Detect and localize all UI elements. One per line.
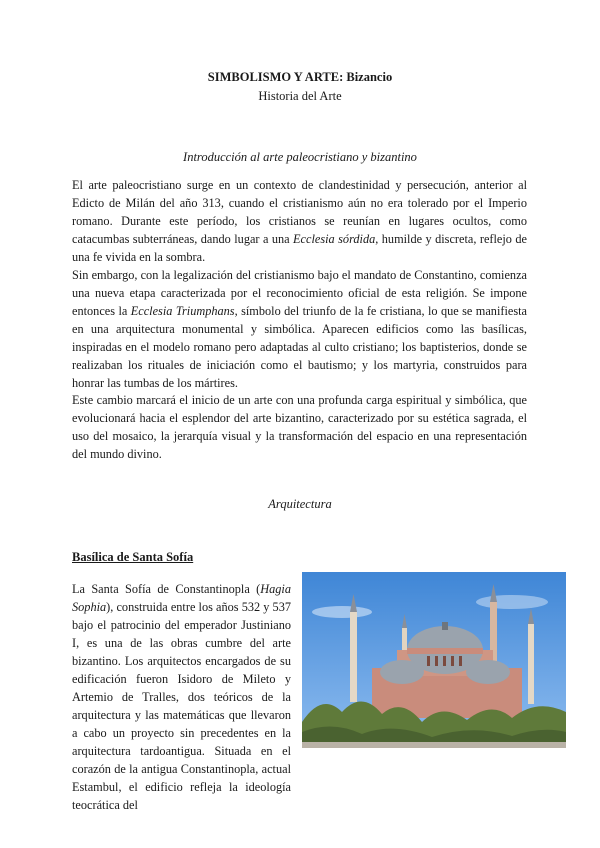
intro-paragraph-2-text-a: Sin embargo, con la legalización del cristianismo bajo el mandato de Constantino, comienza una nueva etapa caracterizada por el reconocimiento oficial de esta religión. Se impone entonces la (72, 268, 527, 318)
intro-paragraph-2-text-b: , símbolo del triunfo de la fe cristiana, lo que se manifiesta en una arquitectura monumental y simbólica. Aparecen edificios como las basílicas, inspiradas en el modelo romano pero adaptadas al culto cristiano; los baptisterios, donde se realizaban los rituales de iniciación como el bautismo; y los martyria, construidos para honrar las tumbas de los mártires. (72, 304, 528, 390)
intro-paragraph-1-text-b: , humilde y discreta, reflejo de una fe vivida en la sombra. (72, 232, 527, 264)
intro-paragraph-1 (72, 176, 527, 266)
architecture-heading: Arquitectura (268, 497, 332, 511)
intro-paragraph-3: Este cambio marcará el inicio de un arte con una profunda carga espiritual y simbólica, que evolucionará hacia el esplendor del arte bizantino, caracterizado por su estética sagrada, el uso del mosaico, la jerarquía visual y la transformación del espacio en una representación del mundo divino. (72, 393, 527, 461)
basilica-title: Basílica de Santa Sofía (72, 550, 194, 564)
intro-paragraph-1-italic: Ecclesia sórdida (293, 232, 376, 246)
intro-paragraph-2-italic: Ecclesia Triumphans (130, 304, 235, 318)
basilica-text-a: La Santa Sofía de Constantinopla ( (72, 582, 261, 596)
basilica-text-b: ), construida entre los años 532 y 537 bajo el patrocinio del emperador Justiniano I, es una de las obras cumbre del arte bizantino. Los arquitectos encargados de su edificación fueron Isidoro de Mileto y Artemio de Tralles, dos teóricos de la arquitectura y las matemáticas que llevaron a cabo un proyecto sin precedentes en la arquitectura tardoantigua. Situada en el corazón de la antigua Constantinopla, actual Estambul, el edificio refleja la ideología teocrática del (72, 600, 291, 812)
intro-paragraph-1-text-a: El arte paleocristiano surge en un contexto de clandestinidad y persecución, anterior al Edicto de Milán del año 313, cuando el cristianismo aún no era tolerado por el Imperio romano. Durante este período, los cristianos se reunían en lugares ocultos, como catacumbas subterráneas, dando lugar a una (72, 178, 527, 246)
document-title: SIMBOLISMO Y ARTE: Bizancio (207, 70, 393, 84)
hagia-sophia-photo (302, 572, 566, 748)
basilica-italic: Hagia Sophia (72, 582, 291, 614)
document-subtitle: Historia del Arte (258, 89, 342, 103)
intro-heading: Introducción al arte paleocristiano y bizantino (183, 150, 417, 164)
intro-paragraph-2 (72, 266, 527, 392)
basilica-paragraph (72, 580, 291, 814)
